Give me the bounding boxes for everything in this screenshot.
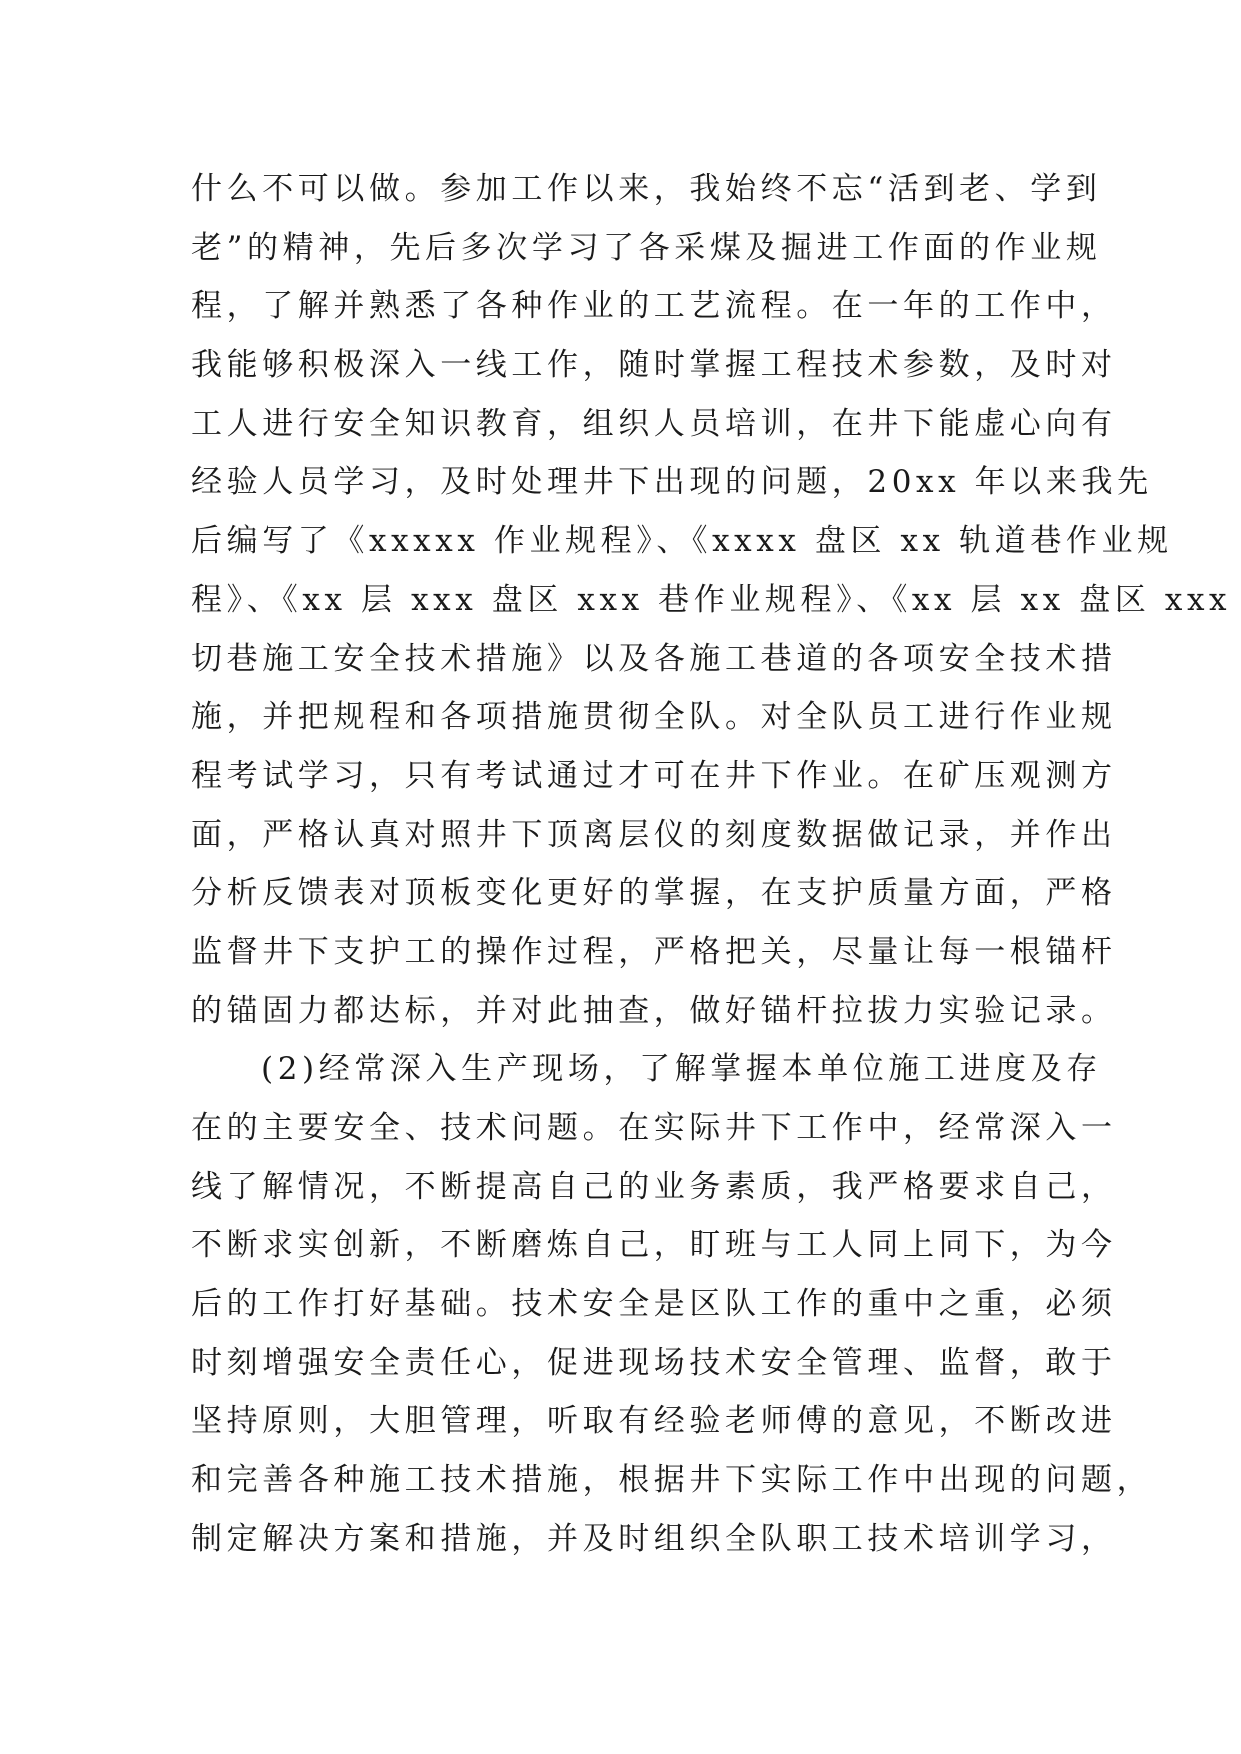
text-line: 不断求实创新，不断磨炼自己，盯班与工人同上同下，为今 (191, 1227, 1117, 1264)
text-line: 我能够积极深入一线工作，随时掌握工程技术参数，及时对 (191, 347, 1117, 384)
text-line: 的锚固力都达标，并对此抽查，做好锚杆拉拔力实验记录。 (191, 992, 1117, 1029)
text-line: 后编写了《xxxxx 作业规程》、《xxxx 盘区 xx 轨道巷作业规 (191, 523, 1173, 560)
paragraph-2 (191, 1040, 1153, 1568)
text-line: 切巷施工安全技术措施》以及各施工巷道的各项安全技术措 (191, 640, 1117, 677)
text-line: 在的主要安全、技术问题。在实际井下工作中，经常深入一 (191, 1110, 1117, 1146)
text-line: 后的工作打好基础。技术安全是区队工作的重中之重，必须 (191, 1286, 1117, 1323)
text-line: 面，严格认真对照井下顶离层仪的刻度数据做记录，并作出 (191, 816, 1117, 853)
text-line: 坚持原则，大胆管理，听取有经验老师傅的意见，不断改进 (191, 1403, 1117, 1440)
text-line: 程，了解并熟悉了各种作业的工艺流程。在一年的工作中， (191, 288, 1117, 325)
text-line: 程》、《xx 层 xxx 盘区 xxx 巷作业规程》、《xx 层 xx 盘区 xxx (191, 581, 1232, 618)
text-line: 分析反馈表对顶板变化更好的掌握，在支护质量方面，严格 (191, 875, 1117, 912)
text-line: 监督井下支护工的操作过程，严格把关，尽量让每一根锚杆 (191, 933, 1117, 970)
text-line: (2)经常深入生产现场，了解掌握本单位施工进度及存 (261, 1051, 1102, 1088)
text-line: 什么不可以做。参加工作以来，我始终不忘“活到老、学到 (191, 171, 1102, 207)
text-line: 施，并把规程和各项措施贯彻全队。对全队员工进行作业规 (191, 699, 1117, 736)
text-line: 时刻增强安全责任心，促进现场技术安全管理、监督，敢于 (191, 1344, 1117, 1381)
text-line: 老”的精神，先后多次学习了各采煤及掘进工作面的作业规 (191, 229, 1102, 266)
text-line: 经验人员学习，及时处理井下出现的问题，20xx 年以来我先 (191, 464, 1153, 501)
text-line: 程考试学习，只有考试通过才可在井下作业。在矿压观测方 (191, 757, 1117, 794)
text-line: 制定解决方案和措施，并及时组织全队职工技术培训学习， (191, 1520, 1117, 1557)
body-text (191, 160, 1232, 1569)
text-line: 和完善各种施工技术措施，根据井下实际工作中出现的问题， (191, 1462, 1153, 1499)
text-line: 工人进行安全知识教育，组织人员培训，在井下能虚心向有 (191, 405, 1117, 442)
text-line: 线了解情况，不断提高自己的业务素质，我严格要求自己， (191, 1168, 1117, 1205)
paragraph-1 (191, 160, 1232, 1040)
